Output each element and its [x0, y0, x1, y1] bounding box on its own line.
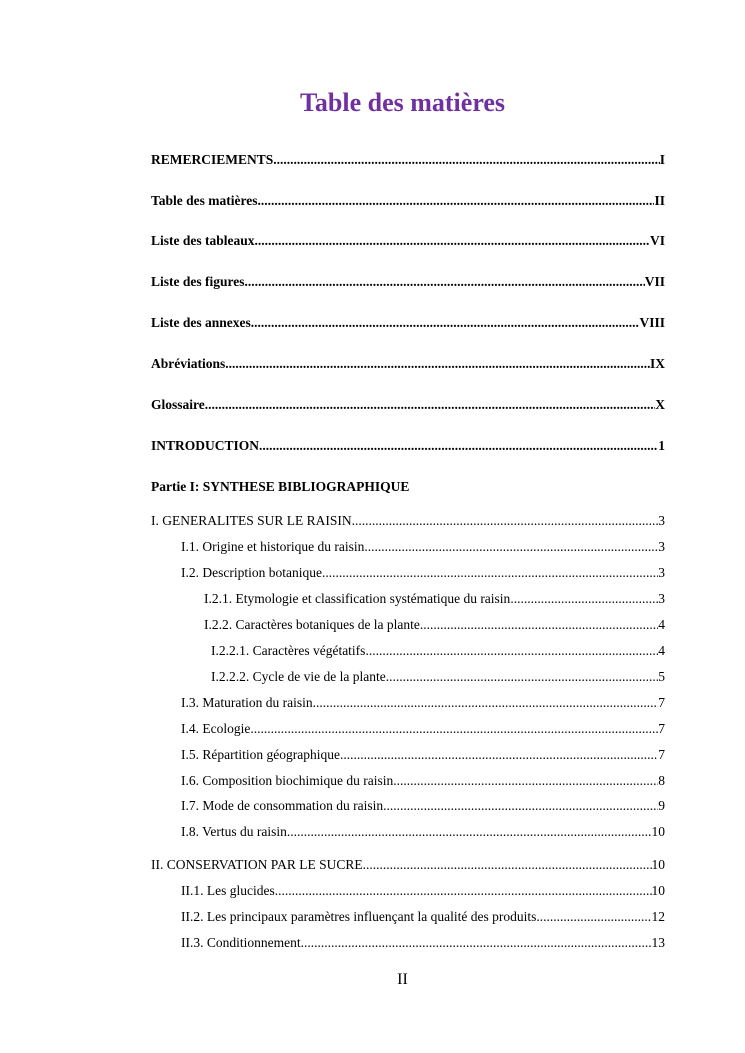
toc-entry-label: I.2. Description botanique [181, 565, 322, 580]
toc-entry-page: 10 [651, 824, 665, 839]
toc-entry-abreviations[interactable] [151, 355, 665, 373]
toc-entry-label: REMERCIEMENTS [151, 152, 274, 167]
toc-entry[interactable] [204, 590, 665, 608]
toc-leader-dots [363, 856, 652, 874]
toc-leader-dots [364, 538, 658, 556]
toc-leader-dots [255, 232, 650, 250]
toc-entry-label: I.8. Vertus du raisin [181, 824, 287, 839]
toc-entry-label: I.5. Répartition géographique [181, 747, 340, 762]
toc-entry[interactable] [181, 882, 665, 900]
toc-leader-dots [250, 720, 658, 738]
toc-entry-page: 3 [658, 565, 665, 580]
toc-leader-dots [225, 355, 650, 373]
toc-leader-dots [313, 694, 659, 712]
toc-entry-label: Liste des tableaux [151, 233, 255, 248]
toc-entry[interactable] [211, 642, 665, 660]
toc-entry-liste-des-figures[interactable] [151, 273, 665, 291]
toc-entry-label: I.6. Composition biochimique du raisin [181, 773, 394, 788]
toc-leader-dots [386, 668, 659, 686]
toc-entry-page: 13 [651, 935, 665, 950]
toc-entry[interactable] [181, 564, 665, 582]
toc-entry[interactable] [181, 823, 665, 841]
toc-leader-dots [287, 823, 652, 841]
toc-entry-page: 3 [658, 513, 665, 528]
toc-entry-page: 4 [658, 617, 665, 632]
toc-entry-label: II.2. Les principaux paramètres influençant la qualité des produits [181, 909, 537, 924]
toc-leader-dots [258, 192, 655, 210]
toc-entry-page: X [655, 397, 665, 412]
toc-entry-page: 1 [658, 438, 665, 453]
toc-entry[interactable] [181, 538, 665, 556]
toc-entry[interactable] [181, 694, 665, 712]
toc-entry-label: II.1. Les glucides [181, 883, 275, 898]
toc-entry-label: INTRODUCTION [151, 438, 260, 453]
toc-leader-dots [245, 273, 645, 291]
toc-entry-page: 12 [651, 909, 665, 924]
toc-leader-dots [365, 642, 658, 660]
toc-entry-label: Liste des annexes [151, 315, 251, 330]
toc-leader-dots [352, 512, 659, 530]
toc-leader-dots [275, 882, 652, 900]
toc-entry[interactable] [181, 934, 665, 952]
toc-entry-label: I.4. Ecologie [181, 721, 251, 736]
toc-entry-remerciements[interactable] [151, 151, 665, 169]
toc-entry-label: I.2.1. Etymologie et classification systématique du raisin [204, 591, 511, 606]
toc-entry[interactable] [181, 908, 665, 926]
toc-entry-page: 10 [651, 857, 665, 872]
toc-entry[interactable] [181, 746, 665, 764]
toc-entry[interactable] [181, 720, 665, 738]
toc-entry[interactable] [204, 616, 665, 634]
toc-entry-page: 5 [658, 669, 665, 684]
toc-entry-glossaire[interactable] [151, 396, 665, 414]
toc-leader-dots [273, 151, 659, 169]
toc-entry-page: 9 [658, 798, 665, 813]
toc-entry-page: 4 [658, 643, 665, 658]
toc-entry-table-des-matieres[interactable] [151, 192, 665, 210]
toc-entry-liste-des-tableaux[interactable] [151, 232, 665, 250]
toc-leader-dots [259, 437, 658, 455]
toc-leader-dots [301, 934, 652, 952]
toc-entry[interactable] [181, 797, 665, 815]
toc-leader-dots [536, 908, 651, 926]
toc-leader-dots [322, 564, 658, 582]
page-number: II [397, 971, 408, 988]
toc-entry-page: VI [649, 233, 665, 248]
toc-entry-page: 3 [658, 591, 665, 606]
toc-entry[interactable] [181, 772, 665, 790]
toc-entry-label: I.2.2.1. Caractères végétatifs [211, 643, 366, 658]
toc-entry-label: I.2.2. Caractères botaniques de la plante [204, 617, 420, 632]
toc-entry-page: IX [649, 356, 665, 371]
toc-entry-label: I.1. Origine et historique du raisin [181, 539, 365, 554]
toc-leader-dots [510, 590, 658, 608]
toc-leader-dots [420, 616, 658, 634]
toc-entry-page: 3 [658, 539, 665, 554]
part-heading: Partie I: SYNTHESE BIBLIOGRAPHIQUE [151, 479, 410, 494]
toc-entry-page: VII [644, 274, 665, 289]
toc-entry-page: 10 [651, 883, 665, 898]
toc-entry-label: I. GENERALITES SUR LE RAISIN [151, 513, 352, 528]
toc-entry-label: II. CONSERVATION PAR LE SUCRE [151, 857, 363, 872]
toc-entry-label: I.7. Mode de consommation du raisin [181, 798, 384, 813]
toc-entry[interactable] [211, 668, 665, 686]
toc-leader-dots [340, 746, 658, 764]
toc-entry-label: Glossaire [151, 397, 205, 412]
toc-entry-label: Abréviations [151, 356, 226, 371]
toc-leader-dots [205, 396, 656, 414]
toc-entry-page: 8 [658, 773, 665, 788]
toc-entry-page: 7 [658, 695, 665, 710]
toc-leader-dots [251, 314, 640, 332]
toc-entry-introduction[interactable] [151, 437, 665, 455]
toc-entry-page: 7 [658, 721, 665, 736]
toc-entry[interactable] [151, 856, 665, 874]
toc-entry-label: Liste des figures [151, 274, 245, 289]
toc-entry-page: 7 [658, 747, 665, 762]
toc-entry-label: I.2.2.2. Cycle de vie de la plante [211, 669, 386, 684]
toc-entry-page: I [659, 152, 665, 167]
toc-entry-liste-des-annexes[interactable] [151, 314, 665, 332]
page-title: Table des matières [299, 88, 506, 117]
toc-entry-page: II [654, 193, 665, 208]
toc-entry-label: II.3. Conditionnement [181, 935, 301, 950]
toc-entry-page: VIII [639, 315, 665, 330]
toc-entry-label: I.3. Maturation du raisin [181, 695, 313, 710]
toc-entry[interactable] [151, 512, 665, 530]
toc-leader-dots [383, 797, 658, 815]
toc-leader-dots [393, 772, 658, 790]
toc-entry-label: Table des matières [151, 193, 258, 208]
